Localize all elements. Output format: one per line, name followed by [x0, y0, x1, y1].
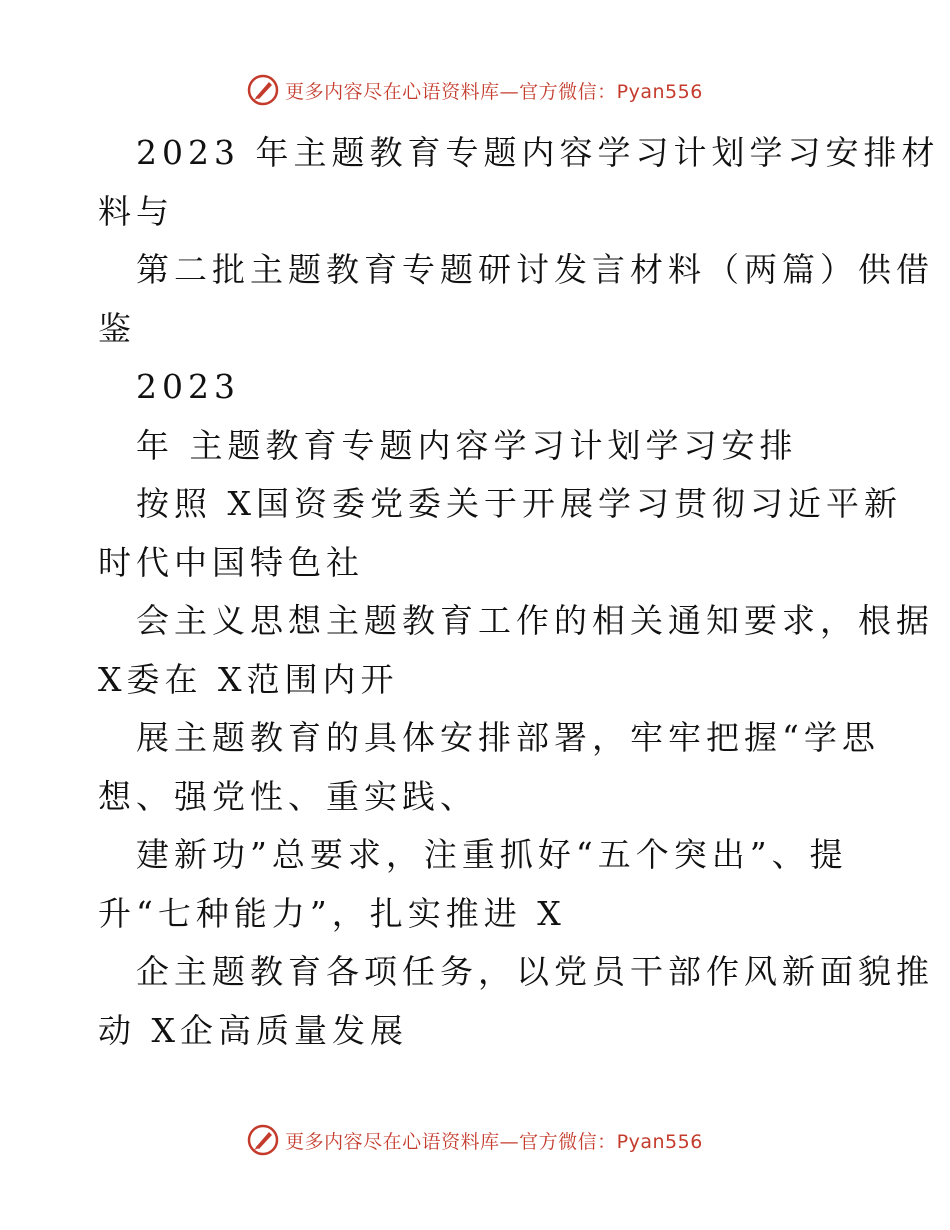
- paragraph-line: 会主义思想主题教育工作的相关通知要求，根据: [136, 601, 934, 640]
- paragraph-line: 按照 X国资委党委关于开展学习贯彻习近平新: [136, 484, 902, 523]
- footer-watermark-banner: [0, 1120, 950, 1160]
- paragraph-line: 企主题教育各项任务，以党员干部作风新面貌推: [136, 952, 934, 991]
- quill-pen-logo-icon: [247, 1124, 279, 1156]
- quill-pen-logo-icon: [247, 74, 279, 106]
- section-heading: 年 主题教育专题内容学习计划学习安排: [136, 425, 798, 465]
- header-watermark-banner: [0, 70, 950, 110]
- paragraph-line: 时代中国特色社: [98, 542, 364, 582]
- paragraph-line: 展主题教育的具体安排部署，牢牢把握“学思: [136, 718, 880, 757]
- subtitle-line-2: 鉴: [98, 308, 136, 348]
- subtitle-line-1: 第二批主题教育专题研讨发言材料（两篇）供借: [136, 250, 934, 289]
- section-year: 2023: [136, 367, 240, 406]
- document-body: [98, 124, 940, 1060]
- title-line-2: 料与: [98, 191, 174, 231]
- title-line-1: 2023 年主题教育专题内容学习计划学习安排材: [136, 133, 940, 172]
- paragraph-line: 动 X企高质量发展: [98, 1010, 408, 1050]
- paragraph-line: 升“七种能力”，扎实推进 X: [98, 893, 566, 933]
- paragraph-line: 建新功”总要求，注重抓好“五个突出”、提: [136, 835, 848, 874]
- paragraph-line: 想、强党性、重实践、: [98, 776, 478, 816]
- footer-watermark-text: 更多内容尽在心语资料库—官方微信：Pyan556: [285, 1130, 703, 1153]
- paragraph-line: X委在 X范围内开: [98, 659, 399, 699]
- header-watermark-text: 更多内容尽在心语资料库—官方微信：Pyan556: [285, 80, 703, 103]
